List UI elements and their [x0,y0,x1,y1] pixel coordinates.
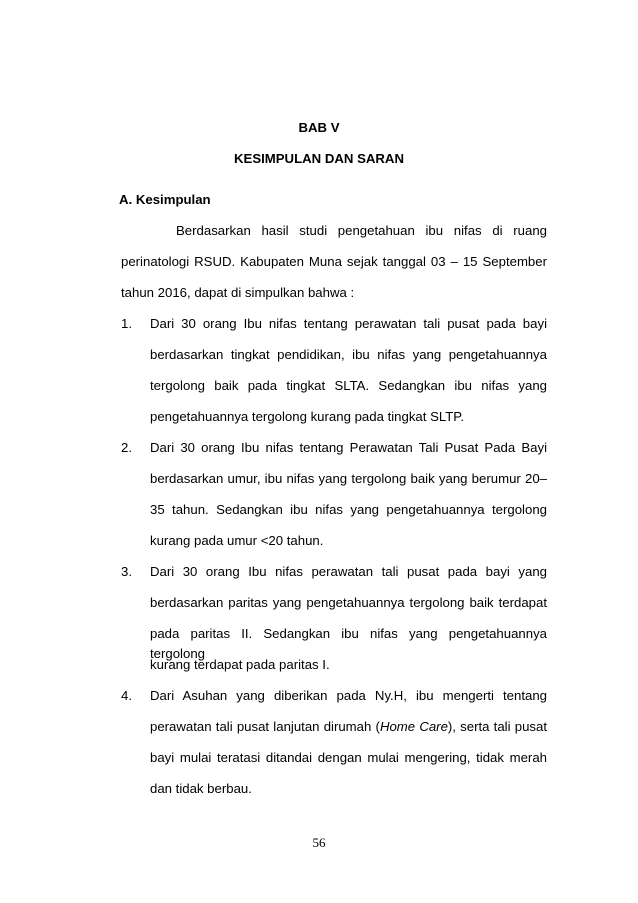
intro-line: Berdasarkan hasil studi pengetahuan ibu nifas di ruang [176,223,547,238]
list-item-line: Dari Asuhan yang diberikan pada Ny.H, ibu mengerti tentang [150,688,547,703]
list-item-line: kurang pada umur <20 tahun. [150,533,324,548]
list-item-line: bayi mulai teratasi ditandai dengan mulai mengering, tidak merah [150,750,547,765]
section-heading [119,192,211,207]
list-item-line: berdasarkan umur, ibu nifas yang tergolong baik yang berumur 20– [150,471,547,486]
intro-line: perinatologi RSUD. Kabupaten Muna sejak tanggal 03 – 15 September [121,254,547,269]
care-text-before: perawatan tali pusat lanjutan dirumah ( [150,719,380,734]
intro-line: tahun 2016, dapat di simpulkan bahwa : [121,285,355,300]
list-item-number: 2. [121,440,132,455]
section-label: A. [119,192,133,207]
list-item-line: kurang terdapat pada paritas I. [150,657,330,672]
list-item-line: berdasarkan tingkat pendidikan, ibu nifas yang pengetahuannya [150,347,547,362]
list-item-number: 4. [121,688,132,703]
chapter-number: BAB V [298,120,340,135]
care-text-after: ), serta tali pusat [447,719,547,734]
list-item-line: berdasarkan paritas yang pengetahuannya tergolong baik terdapat [150,595,547,610]
list-item-number: 1. [121,316,132,331]
section-title: Kesimpulan [135,192,211,207]
page-number: 56 [312,835,326,850]
list-item-line: tergolong baik pada tingkat SLTA. Sedangkan ibu nifas yang [150,378,547,393]
list-item-number: 3. [121,564,132,579]
care-text-italic: Home Care [379,719,448,734]
list-item-line: Dari 30 orang Ibu nifas tentang perawatan tali pusat pada bayi [150,316,547,331]
list-item-line: Dari 30 orang Ibu nifas tentang Perawatan Tali Pusat Pada Bayi [150,440,547,455]
list-item-line: pengetahuannya tergolong kurang pada tingkat SLTP. [150,409,465,424]
list-item-line: 35 tahun. Sedangkan ibu nifas yang pengetahuannya tergolong [150,502,547,517]
list-item-line: Dari 30 orang Ibu nifas perawatan tali pusat pada bayi yang [150,564,547,579]
list-item-line: dan tidak berbau. [150,781,252,796]
list-item-line-with-italic [150,717,547,737]
chapter-title: KESIMPULAN DAN SARAN [234,151,404,166]
list-item-line: pada paritas II. Sedangkan ibu nifas yang pengetahuannya tergolong [150,626,547,661]
